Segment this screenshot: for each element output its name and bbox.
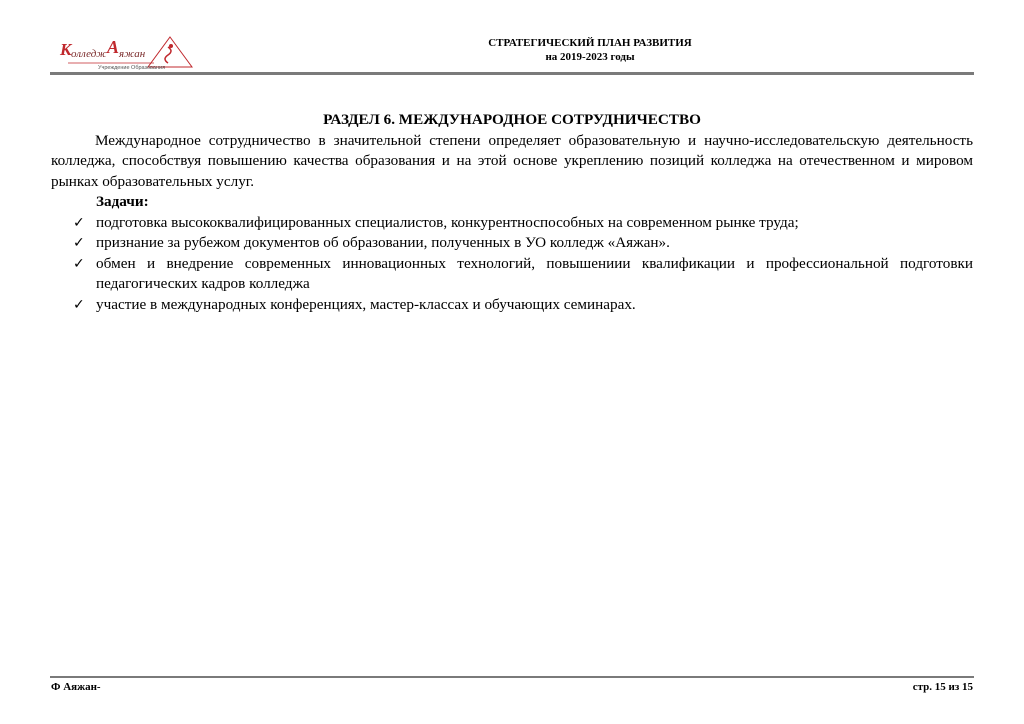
list-item bbox=[51, 213, 973, 234]
page-separator: из bbox=[948, 681, 960, 693]
header-title-line2: на 2019-2023 годы bbox=[545, 51, 635, 63]
svg-text:олледж: олледж bbox=[71, 48, 107, 60]
section-title: РАЗДЕЛ 6. МЕЖДУНАРОДНОЕ СОТРУДНИЧЕСТВО bbox=[323, 111, 701, 128]
list-item bbox=[51, 254, 973, 295]
svg-text:К: К bbox=[60, 40, 72, 59]
list-item bbox=[51, 295, 973, 316]
checkmark-icon: ✓ bbox=[73, 235, 85, 251]
header-rule bbox=[50, 72, 974, 75]
page-current: 15 bbox=[934, 681, 946, 693]
task-text: участие в международных конференциях, мастер-классах и обучающих семинарах. bbox=[96, 295, 636, 313]
footer-left-text: Ф Аяжан- bbox=[51, 681, 101, 693]
page-number bbox=[913, 681, 973, 693]
document-header-title bbox=[430, 36, 750, 64]
task-text: обмен и внедрение современных инновационных технологий, повышениии квалификации и профессиональной подготовки педагогических кадров колледжа bbox=[96, 254, 973, 292]
task-text: подготовка высококвалифицированных специалистов, конкурентноспособных на современном рынке труда; bbox=[96, 213, 799, 231]
college-logo bbox=[58, 33, 198, 71]
tasks-label: Задачи: bbox=[96, 193, 149, 210]
checkmark-icon: ✓ bbox=[73, 214, 85, 231]
checkmark-icon: ✓ bbox=[73, 255, 85, 272]
svg-text:А: А bbox=[107, 37, 120, 57]
task-list bbox=[51, 213, 973, 316]
checkmark-icon: ✓ bbox=[73, 296, 85, 313]
footer-rule bbox=[50, 676, 974, 678]
task-text: признание за рубежом документов об образовании, полученных в УО колледж «Аяжан». bbox=[96, 234, 670, 251]
list-item bbox=[51, 233, 973, 254]
document-body bbox=[51, 110, 973, 315]
svg-text:яжан: яжан bbox=[119, 48, 146, 60]
page-total: 15 bbox=[962, 681, 973, 693]
page-prefix: стр. bbox=[912, 681, 932, 693]
intro-paragraph: Международное сотрудничество в значительной степени определяет образовательную и научно-исследовательскую деятельность колледжа, способствуя повышению качества образования и на этой основе укреплению позиций колледжа на отечественном и мировом рынках образовательных услуг. bbox=[51, 131, 973, 190]
header-title-line1: СТРАТЕГИЧЕСКИЙ ПЛАН РАЗВИТИЯ bbox=[488, 37, 692, 49]
svg-text:Учреждение Образования: Учреждение Образования bbox=[98, 65, 166, 71]
